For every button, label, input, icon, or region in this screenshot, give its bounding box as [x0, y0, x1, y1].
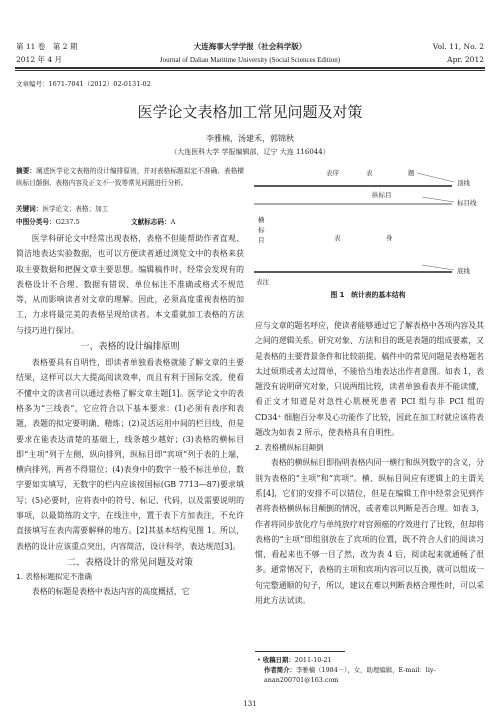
left-column [16, 231, 244, 599]
fig-label-row-head: 横标目 [258, 216, 265, 244]
clc-number [16, 218, 80, 227]
journal-title-cn: 大连海事大学学报（社会科学版） [193, 42, 307, 51]
fig-label-body-1: 表 [334, 234, 341, 242]
doc-code-label: 文献标志码： [131, 218, 171, 226]
fig-label-note: 表注 [256, 278, 269, 286]
fig-label-table: 表 [366, 169, 373, 177]
subsection-heading-1: 1. 表格标题拟定不准确 [16, 571, 92, 581]
keywords-label: 关键词： [16, 205, 43, 213]
author-bio-text: 李雅楠（1984－），女，助理编辑，E-mail：liy-anan200701@163.com [264, 666, 436, 684]
month-info: Apr. 2012 [447, 55, 484, 64]
document-code [131, 218, 175, 227]
fig-label-body-2: 身 [386, 234, 393, 242]
clc-label: 中图分类号： [16, 218, 56, 226]
authors: 李雅楠，汤建禾，郭锦秋 [206, 134, 294, 143]
abstract-text: 阐述医学论文表格的设计编排原则，并对表格标题拟定不准确、表格横纵标目颠倒、表格内容及正文不一致等常见问题进行分析。 [16, 167, 245, 187]
figure-caption: 图 1 统计表的基本结构 [330, 291, 406, 299]
footnote [257, 655, 482, 685]
issue-info: 第 11 卷 第 2 期 [16, 42, 78, 51]
author-bio-label: 作者简介： [264, 666, 296, 674]
fig-label-table-no: 表序 [326, 169, 339, 177]
section-heading-2: 二、表格设计的常见问题及对策 [66, 557, 193, 568]
journal-title-en: Journal of Dalian Maritime University (Social Sciences Edition) [159, 56, 341, 64]
header-rule-thin [15, 70, 485, 71]
fig-label-title: 题 [408, 169, 415, 177]
right-column [255, 318, 484, 608]
received-label: 收稿日期： [262, 656, 295, 664]
author-bio [257, 665, 482, 685]
page-number: 131 [243, 700, 257, 708]
fig-label-col-head: 纵标目 [372, 191, 392, 199]
volume-info: Vol. 11, No. 2 [432, 42, 484, 51]
title-problem-continued: 应与文章的题名呼应，使读者能够通过它了解表格中各项内容及其之间的逻辑关系。研究对象、方法和目的既是表题的组成要素，又是表格的主要背景条件和比较前提。稿件中的常见问题是表格题名太过烦琐或者太过简单，不能恰当地表达出作者意图。如表 1，表题没有说明研究对象，只说两组比较，读者单独看表并不能读懂，看正文才知道是对急性心肌梗死患者 PCI 组与非 PCI 组的 CD34⁺ 细胞百分率及心功能作了比较，因此在加工时就应该将表题改为如表 2 所示，使表格具有自明性。 [255, 321, 484, 438]
abstract [16, 166, 244, 190]
received-date: • 收稿日期：2011-10-21 [257, 656, 332, 664]
fig-label-bottom-line: 底线 [457, 267, 470, 275]
clc-text: G237.5 [55, 218, 80, 226]
headings-problem-paragraph: 表格的横纵标目即指明表格内同一横行和纵列数字的含义，分别为表格的“主项”和“宾项”。横、纵标目间应有逻辑上的主谓关系[4]，它们的安排不可以错位，但是在编辑工作中经常会见到作者将表格横纵标目颠倒的情况，或者难以判断是否合理。如表 3，作者将同步放化疗与单纯放疗对宫颈癌的疗效进行了比较，但却将表格的“主项”即组别放在了宾项的位置，既不符合人们的阅读习惯，看起来也不够一目了然，改为表 4 后，阅读起来就通畅了很多。通常情况下，表格的主项和宾项内容可以互换，就可以组成一句完整通顺的句子，所以，建议在难以判断表格合理性时，可以采用此方法试读。 [255, 458, 484, 606]
fig-label-col-line: 标目线 [457, 199, 477, 207]
subsection-heading-2: 2. 表格横纵标目颠倒 [255, 443, 324, 453]
title-problem-paragraph: 表格的标题是表格中表达内容的高度概括，它 [31, 586, 190, 596]
received-value: 2011-10-21 [294, 656, 332, 664]
affiliation: （大连医科大学 学报编辑部，辽宁 大连 116044） [170, 148, 330, 156]
abstract-label: 摘要： [16, 167, 37, 175]
keywords-text: 医学论文；表格；加工 [42, 205, 109, 213]
issue-date: 2012 年 4 月 [16, 55, 63, 64]
header-rule [15, 67, 485, 69]
principles-paragraph: 表格要具有自明性，即读者单独看表格就能了解文章的主要结果，这样可以大大提高阅读效率，而且有利于国际交流，使看不懂中文的读者可以通过表格了解文章主题[1]。医学论文中的表格多为“三线表”，它应符合以下基本要求：(1)必须有表序和表题，表题的拟定要明确、精炼；(2)灵活运用中间的栏目线，但是要求在能表达清楚的基础上，线条越少越好；(3)表格的横标目即“主项”列于左侧，纵向排列，纵标目即“宾项”列于表的上端，横向排列，两者不得错位；(4)表身中的数字一般不标注单位，数字要如实填写，无数字的栏内应该按国标(GB 7713—87)要求填写；(5)必要时，应将表中的符号、标记、代码，以及需要说明的事项，以最简练的文字，在线注中，置于表下方加表注，不允许直接填写在表内需要解释的地方。[2]其基本结构见图 1。所以，表格的设计应该重点突出，内容简洁，设计科学，表达规范[3]。 [16, 358, 244, 551]
doc-code-text: A [170, 218, 176, 226]
keywords [16, 205, 108, 214]
section-heading-1: 一、表格的设计编排原则 [80, 342, 180, 353]
article-title: 医学论文表格加工常见问题及对策 [137, 103, 363, 121]
article-number: 文章编号：1671-7041（2012）02-0131-02 [16, 80, 151, 88]
figure-table-structure [252, 168, 484, 318]
fig-label-top-line: 顶线 [457, 179, 470, 187]
intro-paragraph: 医学科研论文中经常出现表格，表格不但能帮助作者直观、简洁地表达实验数据，也可以方便读者通过浏览文中的表格来获取主要数据和把握文章主要思想。编辑稿件时，经常会发现有的表格设计不合理、数据有错误、单位标注不准确或格式不规范等，从而影响读者对文章的理解。因此，必须高度重视表格的加工，力求将最完美的表格呈现给读者。本文重就加工表格的方法与技巧进行探讨。 [16, 234, 244, 335]
footnote-rule [255, 651, 345, 652]
